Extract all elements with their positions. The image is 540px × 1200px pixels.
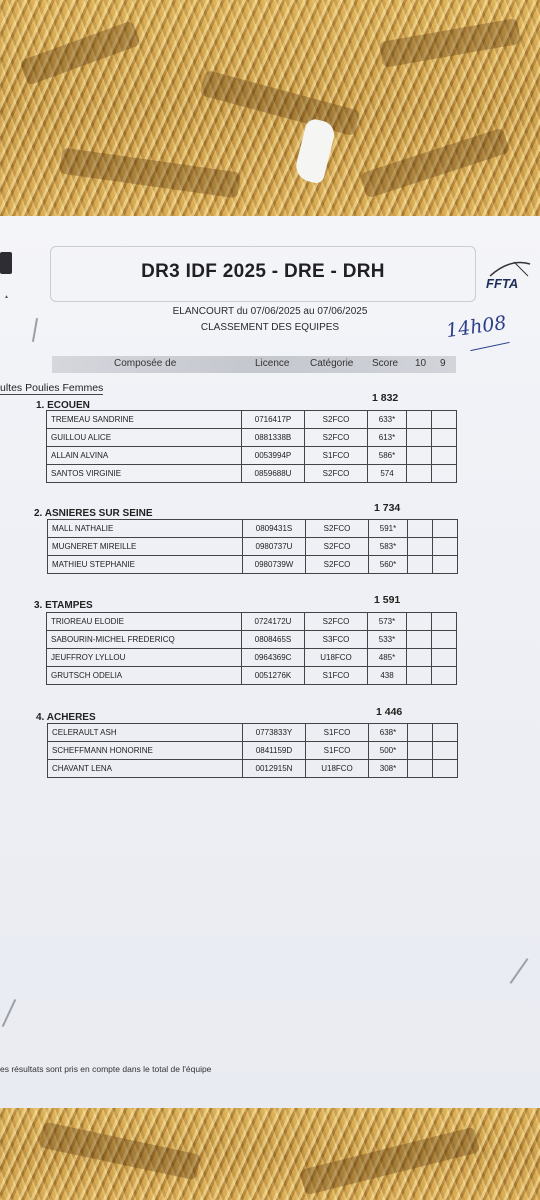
cell-score: 438 xyxy=(368,667,407,685)
cell-name: TRIOREAU ELODIE xyxy=(47,613,242,631)
team-score: 1 734 xyxy=(374,502,401,514)
cell-empty xyxy=(408,520,433,538)
cell-empty xyxy=(432,447,457,465)
cell-score: 583* xyxy=(369,538,408,556)
cell-score: 633* xyxy=(368,411,407,429)
column-header-bar xyxy=(52,356,456,373)
cell-empty xyxy=(433,520,458,538)
cell-name: GRUTSCH ODELIA xyxy=(47,667,242,685)
cell-lic: 0716417P xyxy=(242,411,305,429)
cell-name: SANTOS VIRGINIE xyxy=(47,465,242,483)
cell-lic: 0964369C xyxy=(242,649,305,667)
team-roster xyxy=(47,723,458,778)
table-row xyxy=(47,465,457,483)
cell-cat: U18FCO xyxy=(306,760,369,778)
table-row xyxy=(47,613,457,631)
cell-cat: U18FCO xyxy=(305,649,368,667)
cell-empty xyxy=(407,667,432,685)
cell-empty xyxy=(433,538,458,556)
region-logo xyxy=(0,252,12,274)
cell-cat: S2FCO xyxy=(306,538,369,556)
ranking-subheading: CLASSEMENT DES EQUIPES xyxy=(200,322,340,333)
team-roster xyxy=(46,612,457,685)
team-name: 4. ACHERES xyxy=(36,712,96,723)
cell-score: 586* xyxy=(368,447,407,465)
cell-empty xyxy=(407,465,432,483)
team-roster xyxy=(46,410,457,483)
cell-lic: 0859688U xyxy=(242,465,305,483)
cell-empty xyxy=(432,429,457,447)
table-row xyxy=(48,724,458,742)
team-score: 1 591 xyxy=(374,594,401,606)
section-title: ultes Poulies Femmes xyxy=(0,382,104,394)
cell-score: 485* xyxy=(368,649,407,667)
cell-empty xyxy=(408,742,433,760)
table-row xyxy=(48,742,458,760)
col-categorie: Catégorie xyxy=(310,358,354,369)
col-nines: 9 xyxy=(440,358,446,369)
handwritten-time: 14h08 xyxy=(444,311,508,343)
cell-empty xyxy=(432,631,457,649)
cell-score: 500* xyxy=(369,742,408,760)
cell-empty xyxy=(408,556,433,574)
cell-name: ALLAIN ALVINA xyxy=(47,447,242,465)
table-row xyxy=(47,411,457,429)
cell-score: 308* xyxy=(369,760,408,778)
club-logo: ▲ xyxy=(4,294,9,300)
cell-lic: 0724172U xyxy=(242,613,305,631)
location-line: ELANCOURT du 07/06/2025 au 07/06/2025 xyxy=(172,306,368,317)
cell-empty xyxy=(407,631,432,649)
cell-empty xyxy=(432,411,457,429)
table-row xyxy=(48,520,458,538)
cell-cat: S1FCO xyxy=(305,667,368,685)
col-score: Score xyxy=(372,358,399,369)
cell-cat: S1FCO xyxy=(305,447,368,465)
cell-lic: 0773833Y xyxy=(243,724,306,742)
cell-score: 573* xyxy=(368,613,407,631)
cell-lic: 0809431S xyxy=(243,520,306,538)
cell-empty xyxy=(433,556,458,574)
cell-empty xyxy=(407,411,432,429)
col-licence: Licence xyxy=(255,358,290,369)
cell-cat: S2FCO xyxy=(306,520,369,538)
team-score: 1 832 xyxy=(372,392,399,404)
team-name: 1. ECOUEN xyxy=(36,400,90,411)
cell-empty xyxy=(432,613,457,631)
cell-empty xyxy=(433,760,458,778)
handwritten-underline xyxy=(470,342,509,351)
team-score: 1 446 xyxy=(376,706,403,718)
cell-empty xyxy=(407,447,432,465)
cell-lic: 0881338B xyxy=(242,429,305,447)
cell-name: MUGNERET MIREILLE xyxy=(48,538,243,556)
cell-lic: 0980739W xyxy=(243,556,306,574)
cell-empty xyxy=(432,649,457,667)
cell-empty xyxy=(407,613,432,631)
straw-target-top xyxy=(0,0,540,222)
staple xyxy=(510,958,529,984)
document-title: DR3 IDF 2025 - DRE - DRH xyxy=(141,261,385,282)
paper-scrap xyxy=(293,117,337,184)
table-row xyxy=(48,556,458,574)
cell-name: TREMEAU SANDRINE xyxy=(47,411,242,429)
col-composition: Composée de xyxy=(114,358,177,369)
ffta-logo: FFTA xyxy=(484,258,536,304)
title-box xyxy=(50,246,476,302)
results-sheet xyxy=(0,216,540,1112)
cell-name: JEUFFROY LYLLOU xyxy=(47,649,242,667)
cell-score: 638* xyxy=(369,724,408,742)
cell-empty xyxy=(433,742,458,760)
cell-lic: 0053994P xyxy=(242,447,305,465)
cell-score: 591* xyxy=(369,520,408,538)
cell-cat: S2FCO xyxy=(305,411,368,429)
cell-empty xyxy=(407,649,432,667)
table-row xyxy=(47,649,457,667)
cell-score: 574 xyxy=(368,465,407,483)
cell-score: 613* xyxy=(368,429,407,447)
straw-target-bottom xyxy=(0,1108,540,1200)
cell-empty xyxy=(408,724,433,742)
cell-cat: S2FCO xyxy=(305,429,368,447)
cell-cat: S3FCO xyxy=(305,631,368,649)
cell-name: SABOURIN-MICHEL FREDERICQ xyxy=(47,631,242,649)
staple xyxy=(2,999,16,1027)
table-row xyxy=(47,631,457,649)
cell-lic: 0841159D xyxy=(243,742,306,760)
cell-score: 560* xyxy=(369,556,408,574)
cell-lic: 0808465S xyxy=(242,631,305,649)
table-row xyxy=(47,667,457,685)
cell-score: 533* xyxy=(368,631,407,649)
table-row xyxy=(47,447,457,465)
cell-name: MALL NATHALIE xyxy=(48,520,243,538)
cell-cat: S2FCO xyxy=(306,556,369,574)
cell-name: CELERAULT ASH xyxy=(48,724,243,742)
cell-empty xyxy=(432,465,457,483)
cell-empty xyxy=(433,724,458,742)
team-roster xyxy=(47,519,458,574)
cell-lic: 0051276K xyxy=(242,667,305,685)
cell-name: CHAVANT LENA xyxy=(48,760,243,778)
cell-cat: S1FCO xyxy=(306,724,369,742)
team-name: 3. ETAMPES xyxy=(34,600,93,611)
cell-cat: S1FCO xyxy=(306,742,369,760)
cell-name: MATHIEU STEPHANIE xyxy=(48,556,243,574)
table-row xyxy=(48,760,458,778)
col-tens: 10 xyxy=(415,358,427,369)
cell-lic: 0980737U xyxy=(243,538,306,556)
cell-empty xyxy=(408,760,433,778)
cell-cat: S2FCO xyxy=(305,465,368,483)
cell-empty xyxy=(408,538,433,556)
team-name: 2. ASNIERES SUR SEINE xyxy=(34,508,153,519)
cell-cat: S2FCO xyxy=(305,613,368,631)
cell-empty xyxy=(407,429,432,447)
cell-name: SCHEFFMANN HONORINE xyxy=(48,742,243,760)
table-row xyxy=(48,538,458,556)
cell-name: GUILLOU ALICE xyxy=(47,429,242,447)
table-row xyxy=(47,429,457,447)
cell-lic: 0012915N xyxy=(243,760,306,778)
cell-empty xyxy=(432,667,457,685)
footnote: es résultats sont pris en compte dans le total de l'équipe xyxy=(0,1064,212,1074)
